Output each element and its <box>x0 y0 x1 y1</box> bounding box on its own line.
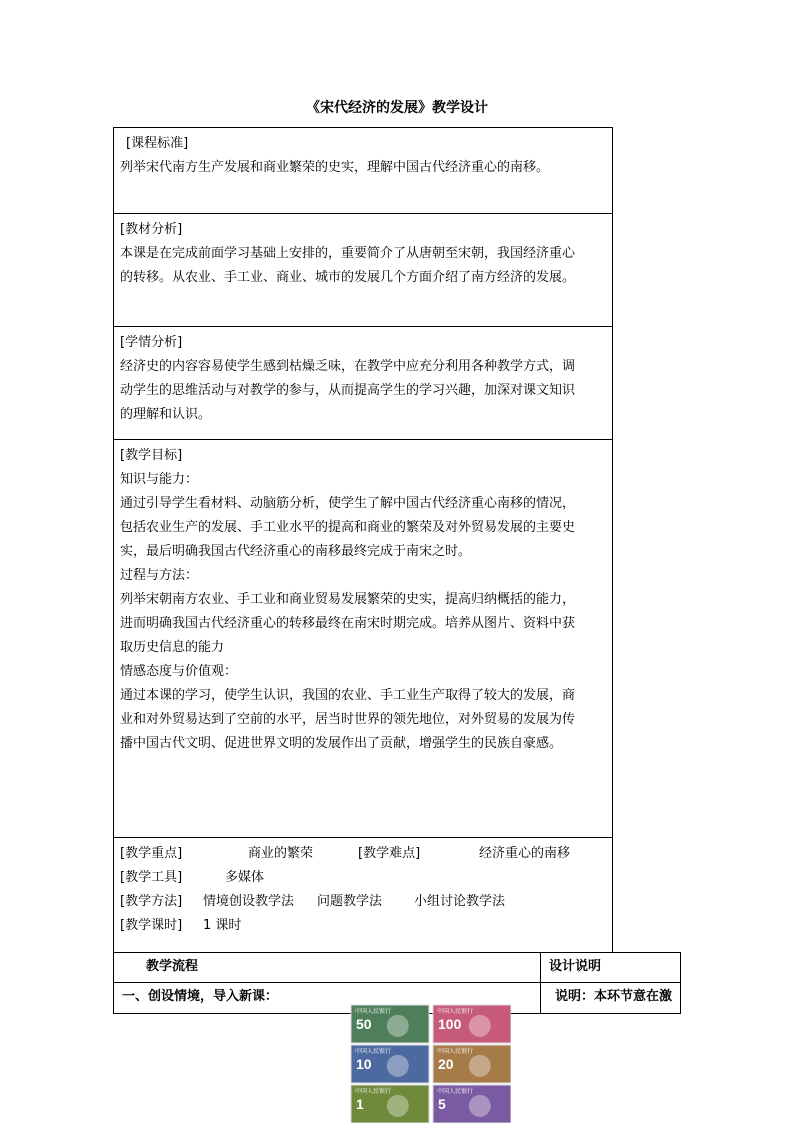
goals-knowledge-line: 实，最后明确我国古代经济重心的南移最终完成于南宋之时。 <box>120 544 472 559</box>
section-standard-heading: [课程标准] <box>126 136 189 151</box>
info-row-methods <box>120 890 606 914</box>
banknote-bank-name: 中国人民银行 <box>437 1048 474 1055</box>
banknote-bank-name: 中国人民银行 <box>437 1088 474 1095</box>
page-title: 《宋代经济的发展》教学设计 <box>306 100 488 116</box>
banknote <box>433 1005 511 1043</box>
portrait-icon <box>387 1015 409 1037</box>
rmb-banknotes-image <box>349 1003 511 1123</box>
section-students-line: 动学生的思维活动与对教学的参与，从而提高学生的学习兴趣，加深对课文知识 <box>120 383 576 398</box>
section-material <box>113 213 613 327</box>
flow-row1-left-text: 一、创设情境，导入新课： <box>122 989 279 1004</box>
methods-label: [教学方法] <box>120 894 183 909</box>
portrait-icon <box>387 1055 409 1077</box>
banknote-bank-name: 中国人民银行 <box>355 1008 392 1015</box>
section-students-heading: [学情分析] <box>120 335 183 350</box>
section-material-heading: [教材分析] <box>120 222 183 237</box>
method-item: 情境创设教学法 <box>203 894 295 909</box>
difficulty-value: 经济重心的南移 <box>479 846 571 861</box>
banknote-denomination: 5 <box>438 1096 446 1112</box>
portrait-icon <box>469 1055 491 1077</box>
section-info <box>113 837 613 953</box>
section-students-line: 经济史的内容容易使学生感到枯燥乏味，在教学中应充分利用各种教学方式，调 <box>120 359 576 374</box>
rmb-banknotes-svg <box>349 1003 511 1123</box>
banknote-bank-name: 中国人民银行 <box>437 1008 474 1015</box>
flow-header-notes-text: 设计说明 <box>549 959 602 974</box>
section-students-line: 的理解和认识。 <box>120 407 212 422</box>
banknote-denomination: 20 <box>438 1056 454 1072</box>
goals-process-line: 取历史信息的能力 <box>120 640 225 655</box>
tools-label: [教学工具] <box>120 870 183 885</box>
banknote-denomination: 50 <box>356 1016 372 1032</box>
flow-row1-right <box>540 982 681 1014</box>
method-item: 小组讨论教学法 <box>414 894 506 909</box>
flow-header-notes <box>540 952 681 983</box>
banknote-denomination: 100 <box>438 1016 462 1032</box>
banknote <box>433 1085 511 1123</box>
flow-row1-right-text: 说明：本环节意在激 <box>555 989 673 1004</box>
flow-header-process-text: 教学流程 <box>146 959 199 974</box>
goals-emotion-line: 播中国古代文明、促进世界文明的发展作出了贡献，增强学生的民族自豪感。 <box>120 736 563 751</box>
info-row-tools <box>120 866 606 890</box>
banknote <box>433 1045 511 1083</box>
goals-emotion-title: 情感态度与价值观： <box>120 664 238 679</box>
section-goals <box>113 439 613 838</box>
section-material-line: 本课是在完成前面学习基础上安排的，重要简介了从唐朝至宋朝，我国经济重心 <box>120 246 576 261</box>
method-item: 问题教学法 <box>317 894 383 909</box>
goals-knowledge-line: 通过引导学生看材料、动脑筋分析，使学生了解中国古代经济重心南移的情况， <box>120 496 576 511</box>
portrait-icon <box>469 1095 491 1117</box>
section-standard <box>113 127 613 214</box>
goals-emotion-line: 业和对外贸易达到了空前的水平，居当时世界的领先地位，对外贸易的发展为传 <box>120 712 576 727</box>
goals-knowledge-line: 包括农业生产的发展、手工业水平的提高和商业的繁荣及对外贸易发展的主要史 <box>120 520 576 535</box>
goals-process-title: 过程与方法： <box>120 568 199 583</box>
portrait-icon <box>387 1095 409 1117</box>
key-value: 商业的繁荣 <box>248 846 314 861</box>
section-students <box>113 326 613 440</box>
flow-header-process <box>113 952 541 983</box>
section-standard-text: 列举宋代南方生产发展和商业繁荣的史实，理解中国古代经济重心的南移。 <box>120 160 550 175</box>
section-goals-heading: [教学目标] <box>120 448 183 463</box>
banknote-denomination: 1 <box>356 1096 364 1112</box>
hours-value: 1 课时 <box>203 918 242 933</box>
goals-knowledge-title: 知识与能力： <box>120 472 199 487</box>
section-material-line: 的转移。从农业、手工业、商业、城市的发展几个方面介绍了南方经济的发展。 <box>120 270 576 285</box>
banknote <box>351 1005 429 1043</box>
info-row-hours <box>120 914 606 938</box>
portrait-icon <box>469 1015 491 1037</box>
banknote-denomination: 10 <box>356 1056 372 1072</box>
hours-label: [教学课时] <box>120 918 183 933</box>
banknote <box>351 1085 429 1123</box>
banknote-bank-name: 中国人民银行 <box>355 1088 392 1095</box>
banknote-bank-name: 中国人民银行 <box>355 1048 392 1055</box>
goals-process-line: 进而明确我国古代经济重心的转移最终在南宋时期完成。培养从图片、资料中获 <box>120 616 576 631</box>
goals-process-line: 列举宋朝南方农业、手工业和商业贸易发展繁荣的史实，提高归纳概括的能力， <box>120 592 576 607</box>
goals-emotion-line: 通过本课的学习，使学生认识，我国的农业、手工业生产取得了较大的发展，商 <box>120 688 576 703</box>
key-label: [教学重点] <box>120 846 183 861</box>
banknote <box>351 1045 429 1083</box>
tools-value: 多媒体 <box>225 870 265 885</box>
info-row-key <box>120 842 606 866</box>
difficulty-label: [教学难点] <box>358 846 421 861</box>
